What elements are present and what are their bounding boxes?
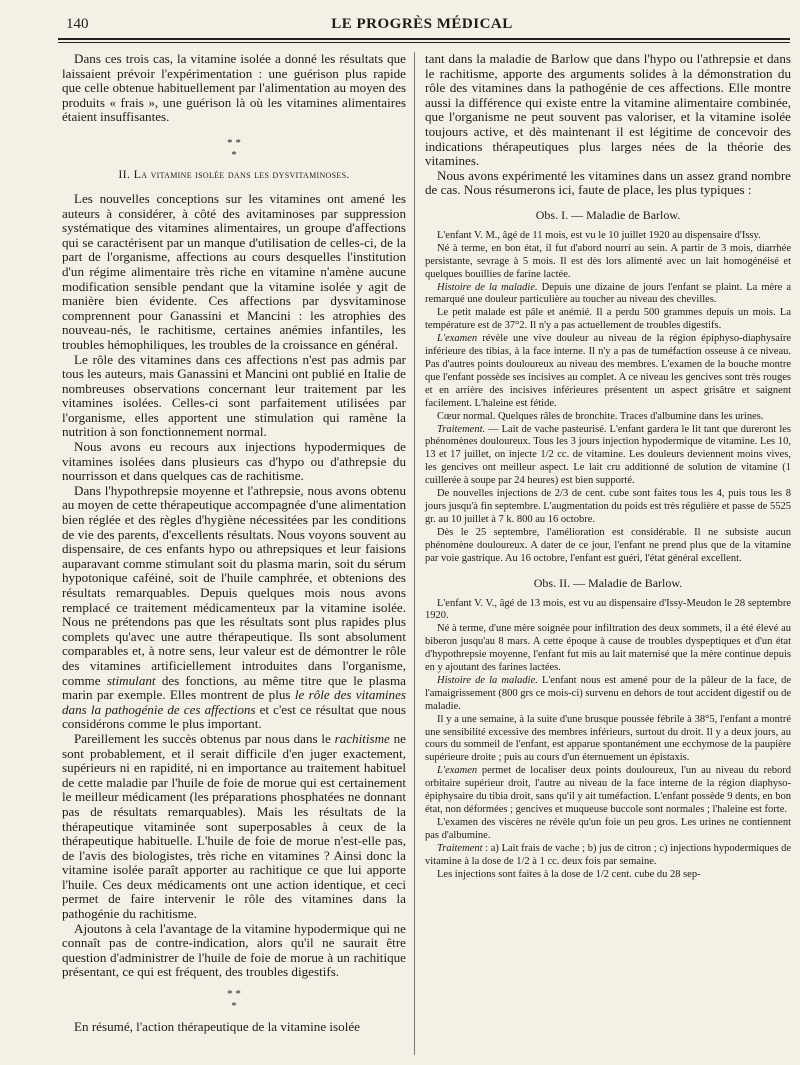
text-run: Dans l'hypothrepsie moyenne et l'athrepsie, nous avons obtenu au moyen de cette thérapeutique accompagnée d'une alimentation bien réglée et des règles d'hygiène nécessitées par les conditions de vie des parents, d'excellents résultats. Nous voyons souvent au dispensaire, de ces enfants hypo ou athrepsiques et leur faisions auparavant comme stimulant soit du plasma marin, soit du sérum hypotonique caféiné, soit de l'huile camphrée, et obtenions des résultats remarquables. Depuis quelques mois nous avons remplacé ce traitement médicamenteux par la vitamine isolée. Nous ne prétendons pas que les résultats sont plus rapides plus complets qu'avec une autre thérapeutique. Ils sont absolument comparables et, à notre sens, leur valeur est de démontrer le rôle des vitamines artificiellement introduites dans l'organisme, comme [62,482,406,688]
left-column [62,52,406,1035]
case-paragraph: L'examen des viscères ne révèle qu'un foie un peu gros. Les urines ne contiennent pas d'albumine. [425,816,791,841]
case-paragraph: Cœur normal. Quelques râles de bronchite. Traces d'albumine dans les urines. [437,410,764,422]
paragraph [62,732,406,922]
text-run: Pareillement les succès obtenus par nous dans le [74,730,335,746]
observation-heading: Obs. II. — Maladie de Barlow. [533,575,683,590]
text-run: L'enfant nous est amené pour de la pâleur de la face, de l'amaigrissement (800 grs ce mois-ci) survenu en dehors de tout accident digestif ou de maladie. [425,674,791,712]
paragraph: En résumé, l'action thérapeutique de la vitamine isolée [74,1019,360,1035]
column-divider [414,52,415,1055]
text-run: Depuis une dizaine de jours l'enfant se plaint. La mère a remarqué une douleur particulière au toucher au niveau des chevilles. [425,281,792,306]
italic-run: Traitement [437,842,483,854]
case-paragraph [425,843,791,869]
case-paragraph: Les injections sont faites à la dose de 1/2 cent. cube du 28 sep- [437,868,701,880]
italic-run: Histoire de la maladie. [437,674,538,686]
case-paragraph: L'enfant V. M., âgé de 11 mois, est vu le 10 juillet 1920 au dispensaire d'Issy. [437,229,761,241]
text-run: révèle une vive douleur au niveau de la région épiphyso-diaphysaire inférieure des tibias, à la face interne. Il n'y a pas de tuméfaction osseuse à ce niveau. Pas d'autres points douloureux au niveau des membres. L'examen de la bouche montre que l'enfant possède ses incisives au complet. A ce niveau les gencives sont très rouges et en arrière des incisives inférieures présentent un aspect grisâtre et saignent facilement. L'haleine est fétide. [425,333,791,409]
header-rule [58,38,790,40]
paragraph: Les nouvelles conceptions sur les vitamines ont amené les auteurs à considérer, à côté des avitaminoses par suppression systématique des vitamines alimentaires, un groupe d'affections qui se caractérisent par un manque d'utilisation de celles-ci, de la part de l'organisme, affections au cours desquelles l'institution d'un régime alimentaire très riche en vitamine n'amène aucune modification sensible pendant que la vitamine isolée y agit de manière bien évidente. Ces affections par dysvitaminose comprennent pour Ganassini et Mancini : les atrophies des nouveau-nés, le rachitisme, certaines anémies infantiles, les troubles hémophiliques, les troubles de la croissance en général. [62,190,406,352]
case-paragraph [425,765,791,817]
text-run: : a) Lait frais de vache ; b) jus de citron ; c) injections hypodermiques de vitamine à la dose de 1/2 à 1 cc. deux fois par semaine. [425,842,791,867]
case-paragraph [425,424,791,489]
header-rule-thin [58,42,790,43]
case-paragraph [425,282,791,308]
page-header [58,14,786,36]
case-paragraph: L'enfant V. V., âgé de 13 mois, est vu au dispensaire d'Issy-Meudon le 28 septembre 1920. [425,597,791,622]
italic-run: L'examen [437,333,478,345]
section-separator: * * * [227,136,241,161]
paragraph: Ajoutons à cela l'avantage de la vitamine hypodermique qui ne connaît pas de contre-indication, alors qu'il ne saurait être question d'administrer de l'huile de foie de morue à un rachitique présentant, ce qui est fréquent, des troubles digestifs. [62,920,406,980]
paragraph: Nous avons expérimenté les vitamines dans un assez grand nombre de cas. Nous résumerons ici, faute de place, les plus typiques : [425,167,791,198]
text-run: ne sont probablement, et il serait difficile d'en juger exactement, supérieurs ni en rapidité, ni en importance au traitement habituel de cette maladie par l'huile de foie de morue qui est certainement le meilleur médicament (les préparations phosphatées ne donnant pas de résultats remarquables). Mais les résultats de la thérapeutique vitaminée sont superposables à ceux de la thérapeutique habituelle. L'huile de foie de morue n'est-elle pas, de l'avis des biologistes, très riche en vitamines ? Ainsi donc la vitamine isolée paraît apporter au rachitique ce que lui apporte l'huile. Ces deux médicaments ont une action identique, et ceci permet de faire intervenir le rôle des vitamines dans la pathogénie du rachitisme. [62,730,406,922]
paragraph: Dans ces trois cas, la vitamine isolée a donné les résultats que laissaient prévoir l'expérimentation : une guérison plus rapide que celle obtenue habituellement par l'alimentation au moyen des produits « frais », une guérison là où les vitamines alimentaires étaient insuffisantes. [62,51,406,125]
paragraph [62,484,406,732]
case-paragraph: Né à terme, d'une mère soignée pour infiltration des deux sommets, il a été élevé au biberon jusqu'au 8 mars. A cette époque à cause de troubles dyspeptiques et d'un état d'hypothrepsie moyenne, l'enfant fut mis au lait maternisé que la mère continue depuis en y ajoutant des farines lactées. [425,623,791,674]
paragraph: tant dans la maladie de Barlow que dans l'hypo ou l'athrepsie et dans le rachitisme, apporte des arguments solides à la démonstration du rôle des vitamines dans la pathogénie de ces affections. Elle montre aussi la différence qui existe entre la vitamine alimentaire combinée, que l'organisme ne peut souvent pas valoriser, et la vitamine isolée toujours active, et dès maintenant il est légitime de concevoir des indications thérapeutiques plus larges nées de la théorie des vitamines. [425,51,791,169]
text-run: des fonctions, au même titre que le plasma marin par exemple. Elles montrent de plus [62,672,406,703]
page-number: 140 [66,16,89,32]
italic-run: rachitisme [334,730,390,746]
journal-title: LE PROGRÈS MÉDICAL [331,16,513,32]
section-separator: * * * [227,988,241,1013]
right-column [425,52,791,881]
italic-run: Histoire de la maladie. [437,281,538,293]
case-paragraph: De nouvelles injections de 2/3 de cent. cube sont faites tous les 4, puis tous les 8 jours jusqu'à fin septembre. L'augmentation du poids est très régulière et passe de 5525 gr. au 10 juillet à 7 k. 800 au 16 octobre. [425,488,791,525]
case-paragraph: Il y a une semaine, à la suite d'une brusque poussée fébrile à 38°5, l'enfant a montré une sensibilité excessive des membres inférieurs, surtout du droit. Il y a deux jours, au cours du sommeil de l'enfant, est apparue spontanément une ecchymose de la paupière supérieure droite ; puis au cours d'un éternuement un épistaxis. [425,713,791,764]
section-heading: II. La vitamine isolée dans les dysvitaminoses. [118,166,350,181]
paragraph: Le rôle des vitamines dans ces affections n'est pas admis par tous les auteurs, mais Ganassini et Mancini ont publié en Italie de nombreuses observations concernant leur traitement par les vitamines isolées. Celles-ci sont parfaitement utilisées par l'organisme, elles apportent une stimulation qui ramène la nutrition à son fonctionnement normal. [62,351,406,440]
text-run: permet de localiser deux points douloureux, l'un au niveau du rebord orbitaire supérieur droit, l'autre au niveau de la face interne de la région diaphyso-épiphysaire du tibia droit, sans qu'il y ait tuméfaction. L'enfant possède 9 dents, en bon état, non déformées ; gencives et muqueuse buccole sont normales ; l'haleine est forte. [425,765,791,815]
observation-heading: Obs. I. — Maladie de Barlow. [535,207,681,222]
italic-run: Traitement. [437,423,486,435]
case-paragraph [425,675,791,714]
paragraph: Nous avons eu recours aux injections hypodermiques de vitamines isolées dans plusieurs cas d'hypo ou d'athrepsie du nourrisson et dans quelques cas de rachitisme. [62,439,406,484]
italic-run: L'examen [437,765,478,777]
case-paragraph: Le petit malade est pâle et anémié. Il a perdu 500 grammes depuis un mois. La température est de 37°2. Il n'y a pas actuellement de troubles digestifs. [425,307,791,332]
text-run: — Lait de vache pasteurisé. L'enfant gardera le lit tant que dureront les phénomènes douloureux. Tous les 3 jours injection hypodermique de vitamine. Les 10, 13 et 17 juillet, on injecte 1/2 cc. de vitamine. Les douleurs deviennent moins vives, les gencives ont meilleur aspect. Le lait cru additionné de solution de vitamine (1 cuillerée à soupe par 24 heures) est bien supporté. [425,423,791,487]
case-paragraph: Dès le 25 septembre, l'amélioration est considérable. Il ne subsiste aucun phénomène douloureux. A dater de ce jour, l'enfant ne prend plus que de la vitamine par voie gastrique. Au 16 octobre, l'enfant est guéri, l'état général excellent. [425,526,791,564]
text-run: et c'est ce résultat que nous considérons comme le plus important. [62,701,406,732]
italic-run: stimulant [106,672,156,688]
italic-run: le rôle des vitamines dans la pathogénie de ces affections [62,687,406,717]
case-paragraph: Né à terme, en bon état, il fut d'abord nourri au sein. A partir de 3 mois, diarrhée persistante, sevrage à 5 mois. Il est dès lors alimenté avec un lait homogénéisé et quelques bouillies de farine lactée. [425,242,791,280]
case-paragraph [425,333,791,410]
